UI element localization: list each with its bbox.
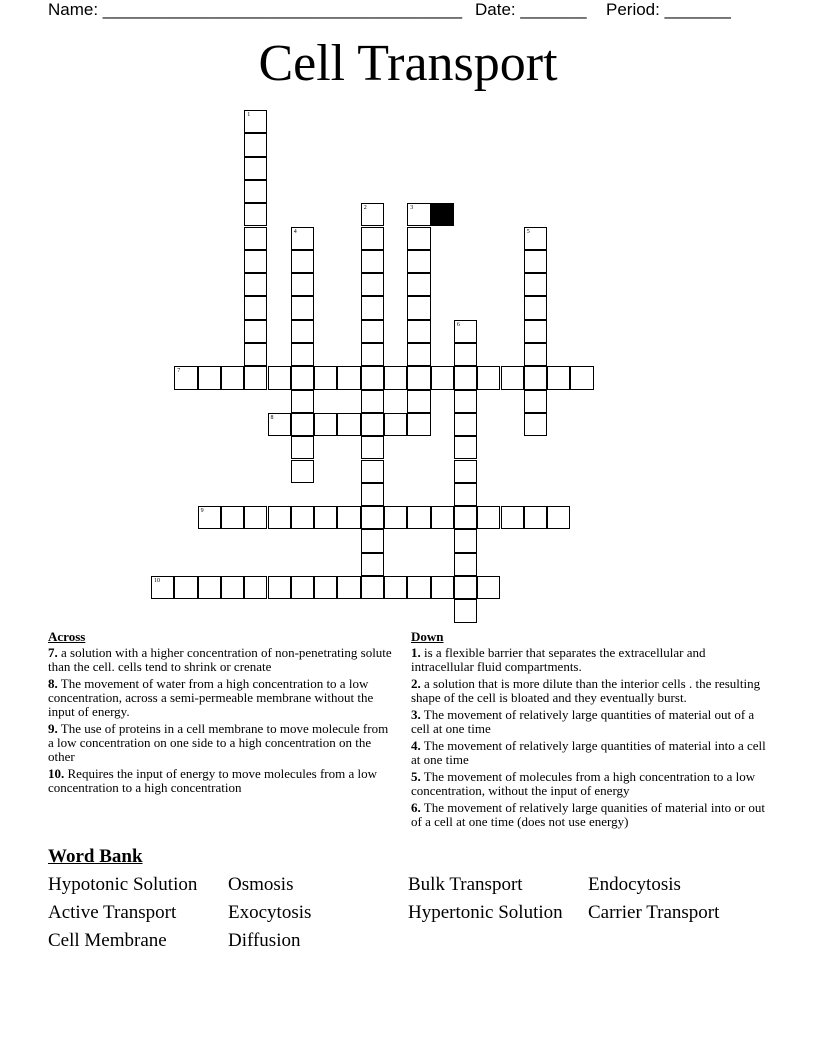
crossword-cell[interactable] (361, 366, 384, 389)
crossword-cell[interactable] (384, 576, 407, 599)
clue (411, 677, 771, 705)
crossword-cell[interactable] (454, 529, 477, 552)
crossword-cell[interactable] (291, 296, 314, 319)
clue-text: Requires the input of energy to move molecules from a low concentration to a high concentration (48, 766, 378, 795)
crossword-cell[interactable] (477, 366, 500, 389)
crossword-cell[interactable] (407, 366, 430, 389)
crossword-cell[interactable] (407, 273, 430, 296)
clue-number: 4. (411, 738, 421, 753)
word-bank-item: Bulk Transport (408, 874, 523, 895)
down-heading: Down (411, 629, 444, 644)
crossword-cell[interactable] (291, 506, 314, 529)
crossword-cell[interactable] (337, 413, 360, 436)
clue (48, 722, 393, 764)
word-bank-item: Diffusion (228, 930, 301, 951)
crossword-cell[interactable] (524, 413, 547, 436)
clue (411, 646, 771, 674)
clue-text: The movement of relatively large quanities of material into or out of a cell at one time (does not use energy) (411, 800, 766, 829)
crossword-cell[interactable] (174, 576, 197, 599)
crossword-cell[interactable] (291, 343, 314, 366)
word-bank-item: Hypotonic Solution (48, 874, 198, 895)
word-bank-title: Word Bank (48, 846, 143, 867)
clue-text: The movement of relatively large quantities of material into a cell at one time (411, 738, 766, 767)
crossword-cell[interactable] (244, 366, 267, 389)
clue-number: 3 (410, 205, 414, 212)
clue-number: 10. (48, 766, 65, 781)
crossword-cell[interactable] (454, 413, 477, 436)
crossword-cell[interactable] (244, 273, 267, 296)
clue-number: 3. (411, 707, 421, 722)
crossword-cell[interactable] (524, 250, 547, 273)
crossword-cell[interactable] (361, 413, 384, 436)
crossword-cell[interactable] (501, 366, 524, 389)
clue (48, 767, 393, 795)
word-bank-item: Active Transport (48, 902, 177, 923)
crossword-cell[interactable] (244, 133, 267, 156)
crossword-cell[interactable] (314, 506, 337, 529)
crossword-cell[interactable] (361, 320, 384, 343)
crossword-cell[interactable] (291, 436, 314, 459)
clue-text: The movement of water from a high concentration to a low concentration, across a semi-permeable membrane without the input of energy. (48, 676, 374, 719)
clue-number: 2. (411, 676, 421, 691)
crossword-cell[interactable] (291, 390, 314, 413)
clue (411, 739, 771, 767)
clue-number: 1 (247, 112, 251, 118)
crossword-cell[interactable] (221, 576, 244, 599)
clue (411, 770, 771, 798)
crossword-cell[interactable] (454, 366, 477, 389)
crossword-cell[interactable] (407, 203, 430, 226)
crossword-cell[interactable] (361, 460, 384, 483)
crossword-cell[interactable] (384, 366, 407, 389)
crossword-cell[interactable] (174, 366, 197, 389)
crossword-cell[interactable] (198, 366, 221, 389)
word-bank-item: Carrier Transport (588, 902, 720, 923)
crossword-cell[interactable] (524, 320, 547, 343)
crossword-cell[interactable] (314, 576, 337, 599)
clue-number: 2 (363, 205, 367, 212)
crossword-cell[interactable] (291, 576, 314, 599)
crossword-cell[interactable] (268, 576, 291, 599)
clue-text: The movement of relatively large quantities of material out of a cell at one time (411, 707, 755, 736)
crossword-cell[interactable] (454, 390, 477, 413)
crossword-cell[interactable] (454, 576, 477, 599)
crossword-cell[interactable] (524, 390, 547, 413)
word-bank (48, 873, 768, 963)
crossword-cell[interactable] (384, 413, 407, 436)
crossword-cell[interactable] (570, 366, 593, 389)
crossword-cell[interactable] (291, 320, 314, 343)
crossword-cell[interactable] (454, 320, 477, 343)
crossword-cell[interactable] (361, 227, 384, 250)
crossword-cell[interactable] (244, 110, 267, 133)
crossword-cell[interactable] (244, 506, 267, 529)
clue-number: 8 (270, 414, 274, 421)
crossword-cell[interactable] (268, 413, 291, 436)
crossword-cell[interactable] (361, 506, 384, 529)
crossword-cell[interactable] (524, 227, 547, 250)
crossword-cell[interactable] (244, 157, 267, 180)
clue-number: 6 (456, 321, 460, 328)
crossword-cell[interactable] (244, 180, 267, 203)
crossword-cell[interactable] (384, 506, 407, 529)
crossword-cell[interactable] (361, 296, 384, 319)
crossword-cell[interactable] (407, 506, 430, 529)
crossword-cell[interactable] (291, 366, 314, 389)
clue-text: a solution that is more dilute than the interior cells . the resulting shape of the cell is bloated and they eventually burst. (411, 676, 761, 705)
crossword-cell[interactable] (407, 390, 430, 413)
crossword-cell[interactable] (361, 483, 384, 506)
crossword-cell[interactable] (291, 227, 314, 250)
crossword-cell[interactable] (524, 273, 547, 296)
word-bank-item: Exocytosis (228, 902, 312, 923)
crossword-cell[interactable] (337, 506, 360, 529)
crossword-cell[interactable] (244, 227, 267, 250)
crossword-cell[interactable] (524, 343, 547, 366)
crossword-cell[interactable] (244, 576, 267, 599)
crossword-cell[interactable] (198, 506, 221, 529)
period-field[interactable]: Period: _______ (606, 0, 731, 19)
crossword-cell[interactable] (244, 203, 267, 226)
clue (48, 646, 393, 674)
crossword-cell[interactable] (407, 296, 430, 319)
word-bank-item: Cell Membrane (48, 930, 167, 951)
crossword-cell[interactable] (291, 273, 314, 296)
crossword-cell[interactable] (291, 413, 314, 436)
word-bank-item: Endocytosis (588, 874, 681, 895)
clue-number: 5 (526, 228, 530, 235)
crossword-cell[interactable] (361, 273, 384, 296)
date-field[interactable]: Date: _______ (475, 0, 587, 19)
word-bank-item: Osmosis (228, 874, 294, 895)
crossword-cell[interactable] (407, 250, 430, 273)
crossword-cell[interactable] (431, 506, 454, 529)
crossword-cell[interactable] (151, 576, 174, 599)
crossword-cell[interactable] (454, 460, 477, 483)
crossword-cell[interactable] (244, 296, 267, 319)
crossword-cell[interactable] (407, 343, 430, 366)
crossword-cell[interactable] (407, 576, 430, 599)
blocked-cell (431, 203, 454, 226)
crossword-cell[interactable] (361, 436, 384, 459)
crossword-cell[interactable] (454, 553, 477, 576)
crossword-cell[interactable] (244, 320, 267, 343)
crossword-cell[interactable] (291, 460, 314, 483)
clue-number: 9 (200, 508, 204, 515)
clue-text: The movement of molecules from a high concentration to a low concentration, without the input of energy (411, 769, 756, 798)
page-title: Cell Transport (258, 35, 558, 92)
clue-number: 10 (154, 578, 160, 584)
clue (411, 708, 771, 736)
crossword-cell[interactable] (291, 250, 314, 273)
crossword-cell[interactable] (407, 413, 430, 436)
word-bank-item: Hypertonic Solution (408, 902, 563, 923)
crossword-cell[interactable] (454, 436, 477, 459)
crossword-cell[interactable] (198, 576, 221, 599)
crossword-cell[interactable] (244, 343, 267, 366)
crossword-cell[interactable] (431, 576, 454, 599)
crossword-cell[interactable] (361, 250, 384, 273)
crossword-cell[interactable] (337, 576, 360, 599)
crossword-cell[interactable] (477, 506, 500, 529)
crossword-cell[interactable] (268, 506, 291, 529)
crossword-cell[interactable] (501, 506, 524, 529)
clue-number: 7. (48, 645, 58, 660)
crossword-cell[interactable] (337, 366, 360, 389)
crossword-cell[interactable] (431, 366, 454, 389)
crossword-cell[interactable] (361, 553, 384, 576)
clue-text: The use of proteins in a cell membrane to move molecule from a low concentration on one side to a high concentration on the other (48, 721, 389, 764)
crossword-cell[interactable] (547, 506, 570, 529)
clue-number: 9. (48, 721, 58, 736)
across-clues (48, 630, 393, 798)
name-field[interactable]: Name: ______________________________________ (48, 0, 463, 19)
crossword-cell[interactable] (221, 506, 244, 529)
clue-number: 7 (177, 368, 181, 375)
crossword-cell[interactable] (221, 366, 244, 389)
crossword-cell[interactable] (454, 343, 477, 366)
clue-number: 8. (48, 676, 58, 691)
clue-text: a solution with a higher concentration of non-penetrating solute than the cell. cells tend to shrink or crenate (48, 645, 392, 674)
crossword-cell[interactable] (454, 506, 477, 529)
crossword-cell[interactable] (407, 227, 430, 250)
clue (411, 801, 771, 829)
clue (48, 677, 393, 719)
crossword-cell[interactable] (314, 413, 337, 436)
crossword-cell[interactable] (361, 203, 384, 226)
crossword-cell[interactable] (361, 576, 384, 599)
crossword-cell[interactable] (407, 320, 430, 343)
across-heading: Across (48, 629, 86, 644)
crossword-cell[interactable] (361, 343, 384, 366)
clue-number: 4 (293, 228, 297, 235)
crossword-cell[interactable] (524, 296, 547, 319)
clue-number: 6. (411, 800, 421, 815)
crossword-cell[interactable] (314, 366, 337, 389)
crossword-cell[interactable] (547, 366, 570, 389)
crossword-cell[interactable] (454, 483, 477, 506)
crossword-cell[interactable] (477, 576, 500, 599)
crossword-cell[interactable] (524, 506, 547, 529)
down-clues (411, 630, 771, 832)
crossword-cell[interactable] (454, 599, 477, 622)
crossword-cell[interactable] (524, 366, 547, 389)
clue-number: 5. (411, 769, 421, 784)
crossword-cell[interactable] (361, 390, 384, 413)
clue-number: 1. (411, 645, 421, 660)
crossword-cell[interactable] (361, 529, 384, 552)
crossword-cell[interactable] (268, 366, 291, 389)
clue-text: is a flexible barrier that separates the extracellular and intracellular fluid compartments. (411, 645, 706, 674)
crossword-cell[interactable] (244, 250, 267, 273)
